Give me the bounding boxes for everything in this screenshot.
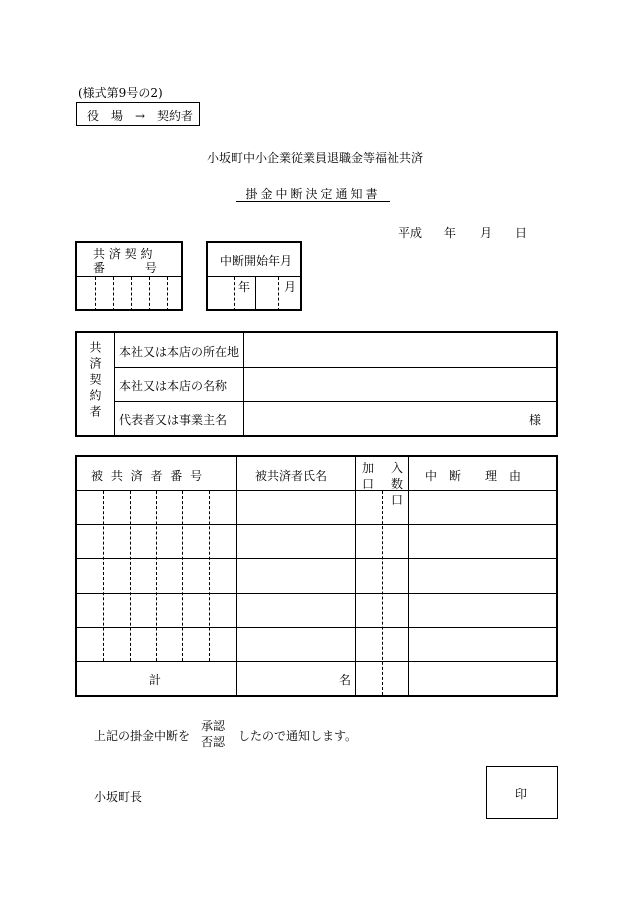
route-box [76, 102, 200, 126]
header-kuchi-bl: 口 [362, 477, 375, 491]
members-table [75, 455, 558, 697]
total-label: 計 [149, 673, 162, 687]
header-reason: 中 断 理 由 [425, 469, 522, 483]
col-divider-reason [408, 457, 409, 695]
contract-number-slot-divider [131, 277, 132, 311]
contractor-row-divider-2 [114, 401, 556, 402]
seal-box [486, 766, 558, 819]
kuchi-unit: 口 [391, 493, 404, 507]
suspend-start-label: 中断開始年月 [220, 254, 293, 268]
contract-number-label-1: 共 済 契 約 [93, 247, 153, 261]
notice-prefix: 上記の掛金中断を [94, 729, 191, 743]
suspend-start-slot-divider [278, 277, 279, 311]
contractor-honorific: 様 [529, 413, 542, 427]
contract-number-slot-divider [113, 277, 114, 311]
org-title: 小坂町中小企業従業員退職金等福祉共済 [206, 151, 423, 165]
seal-label: 印 [515, 787, 528, 801]
suspend-start-ym-divider [255, 277, 256, 311]
contractor-row-address: 本社又は本店の所在地 [119, 345, 240, 359]
header-member-no: 被 共 済 者 番 号 [91, 469, 205, 483]
date-era: 平成 [398, 226, 423, 240]
contractor-box [75, 331, 558, 437]
doc-title [236, 185, 390, 202]
notice-option-approve: 承認 [201, 719, 226, 733]
contractor-col-divider-2 [243, 333, 244, 435]
date-day: 日 [515, 226, 528, 240]
table-row-divider [77, 593, 556, 594]
header-kuchi-br: 数 [391, 477, 404, 491]
suspend-start-year: 年 [238, 280, 251, 294]
table-row-divider [77, 661, 556, 662]
route-text: 役 場 → 契約者 [87, 109, 194, 123]
header-name: 被共済者氏名 [255, 469, 328, 483]
issuer: 小坂町長 [94, 790, 143, 804]
contractor-side-label: 共済契約者 [88, 341, 102, 421]
contractor-row-divider-1 [114, 367, 556, 368]
contract-number-slot-divider [167, 277, 168, 311]
suspend-start-divider [208, 276, 300, 277]
header-kuchi-tl: 加 [362, 461, 375, 475]
contract-number-slot-divider [149, 277, 150, 311]
contract-number-label-2: 番 号 [93, 261, 157, 275]
header-kuchi-tr: 入 [391, 461, 404, 475]
notice-option-deny: 否認 [201, 735, 226, 749]
contract-number-slot-divider [95, 277, 96, 311]
contractor-col-divider-1 [114, 333, 115, 435]
table-row-divider [77, 627, 556, 628]
table-row-divider [77, 524, 556, 525]
contractor-row-representative: 代表者又は事業主名 [119, 413, 228, 427]
header-row-divider [77, 490, 556, 491]
notice-suffix: したので通知します。 [238, 729, 358, 743]
member-no-slot-divider [130, 491, 131, 661]
member-no-slot-divider [182, 491, 183, 661]
contract-number-divider [77, 276, 181, 277]
member-no-slot-divider [103, 491, 104, 661]
date-year: 年 [444, 226, 457, 240]
total-name-unit: 名 [339, 673, 352, 687]
contract-number-box [75, 241, 183, 311]
suspend-start-month: 月 [284, 280, 297, 294]
table-row-divider [77, 558, 556, 559]
col-divider-kuchi [355, 457, 356, 695]
member-no-slot-divider [209, 491, 210, 661]
doc-title-text: 掛金中断決定通知書 [245, 187, 381, 201]
suspend-start-box [206, 241, 302, 311]
date-month: 月 [480, 226, 493, 240]
doc-title-underline [236, 201, 390, 202]
member-no-slot-divider [156, 491, 157, 661]
contractor-row-company: 本社又は本店の名称 [119, 379, 228, 393]
col-divider-name [236, 457, 237, 695]
suspend-start-slot-divider [234, 277, 235, 311]
form-number: (様式第9号の2) [78, 86, 163, 100]
